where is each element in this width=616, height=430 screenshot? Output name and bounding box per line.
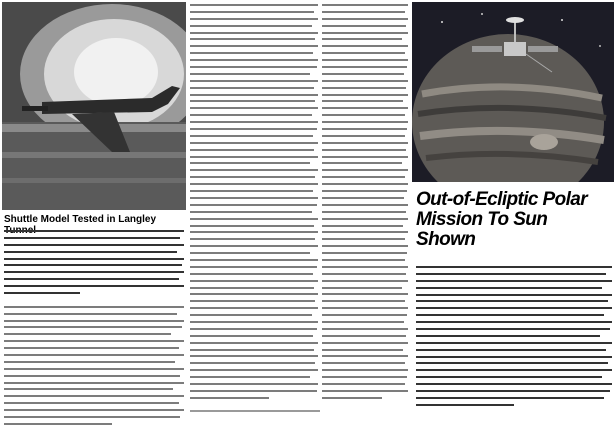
polar-mission-illustration: [412, 2, 614, 182]
wind-tunnel-illustration: [2, 2, 186, 210]
left-column-text: [4, 230, 184, 430]
space-scene-illustration: [412, 2, 614, 182]
right-caption-text: [416, 266, 612, 411]
middle-column-1-text: [190, 4, 318, 404]
wind-tunnel-photo: [2, 2, 186, 210]
footer-credit: [190, 410, 320, 412]
middle-column-2-text: [322, 4, 408, 404]
right-story-headline: Out-of-Ecliptic Polar Mission To Sun Shown: [416, 189, 588, 250]
left-story-headline: Shuttle Model Tested in Langley: [4, 214, 157, 225]
